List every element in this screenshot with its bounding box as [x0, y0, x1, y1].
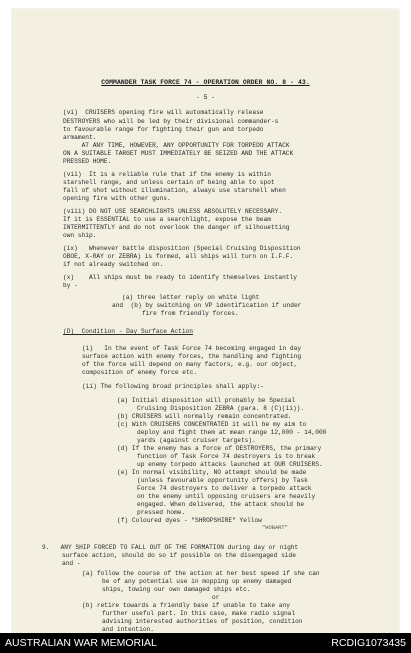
text-line: if not already switched on. — [63, 261, 164, 268]
text-line: (vi) CRUISERS opening fire will automatically release — [63, 109, 264, 116]
footer-bar — [0, 633, 411, 653]
document-title: COMMANDER TASK FORCE 74 - OPERATION ORDER NO. 8 - 43. — [101, 79, 310, 86]
text-line: yards (against cruiser targets). — [137, 437, 256, 444]
text-line: PRESSED HOME. — [63, 158, 112, 165]
text-line: (e) In normal visibility, NO attempt should be made — [117, 469, 307, 476]
text-line: be of any potential use in mopping up enemy damaged — [102, 578, 292, 585]
text-line: 9. ANY SHIP FORCED TO FALL OUT OF THE FORMATION during day or night — [42, 544, 299, 551]
text-line: engaged. When delivered, the attack should be — [137, 501, 305, 508]
text-line: (f) Coloured dyes - "SHROPSHIRE" Yellow — [117, 517, 262, 524]
text-line: Cruising Disposition ZEBRA (para. 8 (C)(ii)). — [137, 405, 305, 412]
text-line: function of Task Force 74 destroyers is to break — [137, 453, 316, 460]
text-line: (a) three letter reply on white light — [122, 294, 260, 301]
text-line: INTERMITTENTLY and do not overlook the danger of silhouetting — [63, 224, 290, 231]
text-line: (b) CRUISERS will normally remain concentrated. — [117, 413, 292, 420]
text-line: or — [212, 594, 220, 601]
text-line: DESTROYERS who will be led by their divisional commander-s — [63, 118, 279, 125]
text-line: and - — [62, 560, 81, 567]
text-line: of the force will depend on many factors, e.g. our object, — [82, 361, 298, 368]
text-line: up enemy torpedo attacks launched at OUR CRUISERS. — [137, 461, 323, 468]
text-line: on the enemy until opposing cruisers are heavily — [137, 493, 316, 500]
text-line: pressed home. — [137, 509, 186, 516]
text-line: opening fire with other guns. — [63, 195, 171, 202]
text-line: surface action, should do so if possible on the disengaged side — [62, 552, 296, 559]
reference-id: RCDIG1073435 — [331, 637, 406, 649]
text-line: armament. — [63, 134, 97, 141]
text-line: (d) If the enemy has a force of DESTROYERS, the primary — [117, 445, 322, 452]
text-line: by - — [63, 282, 78, 289]
text-line: and (b) by switching on VP identification if under — [112, 302, 302, 309]
text-line: (x) All ships must be ready to identify themselves instantly — [63, 274, 297, 281]
text-line: deploy and fight them at mean range 12,000 - 14,000 — [137, 429, 327, 436]
document-page — [12, 9, 399, 633]
text-line: (a) Initial disposition will probably be Special — [117, 397, 296, 404]
text-line: (b) retire towards a friendly base if unable to take any — [82, 602, 290, 609]
text-line: further useful part. In this case, make radio signal — [102, 610, 296, 617]
text-line: and intention. — [102, 626, 154, 633]
text-line: (c) With CRUISERS CONCENTRATED it will be my aim to — [117, 421, 307, 428]
text-line: advising interested authorities of position, condition — [102, 618, 303, 625]
text-line: composition of enemy force etc. — [82, 369, 198, 376]
text-line: Force 74 destroyers to deliver a torpedo attack — [137, 485, 312, 492]
page-number: - 5 - — [195, 94, 216, 101]
text-line: (ix) Whenever battle disposition (Special Cruising Disposition — [63, 245, 301, 252]
text-line: ON A SUITABLE TARGET MUST IMMEDIATELY BE SEIZED AND THE ATTACK — [63, 150, 294, 157]
text-line: (i) In the event of Task Force 74 becoming engaged in day — [82, 345, 302, 352]
text-line: (unless favourable opportunity offers) by Task — [137, 477, 308, 484]
text-line: fire from friendly forces. — [142, 310, 239, 317]
text-line: (a) follow the course of the action at her best speed if she can — [82, 570, 320, 577]
section-heading: (D) Condition - Day Surface Action — [63, 328, 193, 335]
text-line: "HOBART" — [262, 525, 288, 531]
text-line: AT ANY TIME, HOWEVER, ANY OPPORTUNITY FOR TORPEDO ATTACK — [63, 142, 290, 149]
text-line: own ship. — [63, 232, 97, 239]
source-label: AUSTRALIAN WAR MEMORIAL — [5, 637, 157, 649]
text-line: to favourable range for fighting their gun and torpedo — [63, 126, 264, 133]
text-line: starshell range, and unless certain of being able to spot — [63, 179, 275, 186]
text-line: (vii) It is a reliable rule that if the enemy is within — [63, 171, 271, 178]
text-line: surface action with enemy forces, the handling and fighting — [82, 353, 302, 360]
text-line: (ii) The following broad principles shall apply:- — [82, 383, 264, 390]
text-line: (viii) DO NOT USE SEARCHLIGHTS UNLESS ABSOLUTELY NECESSARY. — [63, 208, 283, 215]
text-line: ships, towing our own damaged ships etc. — [102, 586, 251, 593]
text-line: OBOE, X-RAY or ZEBRA) is formed, all ships will turn on I.F.F. — [63, 253, 294, 260]
text-line: fall of shot without illumination, always use starshell when — [63, 187, 286, 194]
text-line: If it is ESSENTIAL to use a searchlight, expose the beam — [63, 216, 271, 223]
